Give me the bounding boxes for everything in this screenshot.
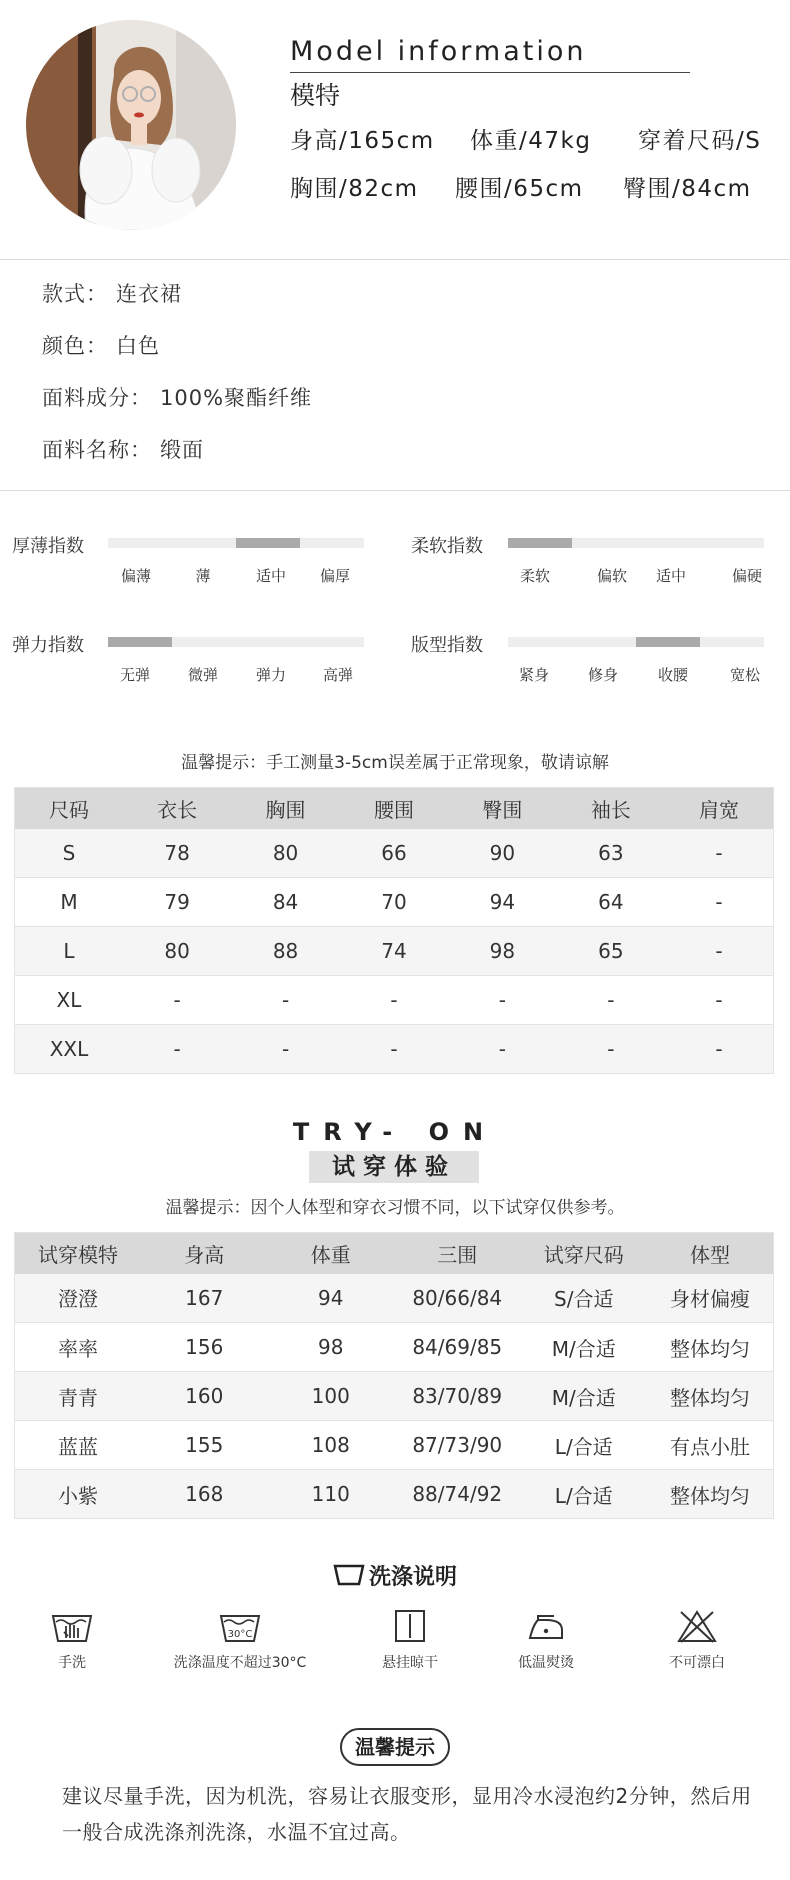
index-option: 适中 [655,567,686,585]
table-row [15,1323,774,1372]
wash-caption: 悬挂晾干 [382,1655,438,1671]
index-label-softness: 柔软指数 [411,536,483,557]
wash-title [0,1560,790,1591]
column-header: 袖长 [557,788,665,829]
table-cell: M/合适 [521,1323,648,1372]
tryon-table [14,1232,774,1519]
column-header: 胸围 [231,788,339,829]
column-header: 试穿模特 [15,1233,142,1274]
index-option: 适中 [255,567,286,585]
table-cell: 80 [231,829,339,878]
wash-caption: 不可漂白 [669,1655,725,1671]
table-row [15,1372,774,1421]
column-header: 身高 [141,1233,268,1274]
heading-underline [290,72,690,73]
table-cell: L [15,927,123,976]
info-label: 颜色： [42,334,108,358]
model-info-section [0,0,790,260]
table-cell: - [123,1025,231,1074]
index-option: 偏软 [596,567,627,585]
index-fill-fit [636,637,700,647]
table-cell: 84 [231,878,339,927]
table-cell: 64 [557,878,665,927]
table-cell: - [665,927,773,976]
table-row [15,1470,774,1519]
table-cell: XXL [15,1025,123,1074]
index-option: 高弹 [322,666,353,684]
table-cell: 100 [268,1372,395,1421]
hang-dry-icon [388,1608,432,1644]
table-cell: 74 [340,927,448,976]
wash-item-hang-dry [368,1608,452,1672]
table-cell: - [557,976,665,1025]
table-cell: - [665,878,773,927]
wash-caption: 低温熨烫 [518,1655,574,1671]
table-cell: - [231,976,339,1025]
table-cell: 110 [268,1470,395,1519]
index-option: 紧身 [518,666,549,684]
wash-item-temperature [160,1608,320,1672]
tryon-note: 温馨提示：因个人体型和穿衣习惯不同，以下试穿仅供参考。 [165,1198,625,1218]
wash-temperature-text: 30°C [227,1629,253,1640]
table-cell: 160 [141,1372,268,1421]
index-label-elasticity: 弹力指数 [12,635,84,656]
table-cell: M [15,878,123,927]
model-weight: 体重/47kg [470,128,592,154]
model-heading: Model information [290,36,587,67]
table-cell: 87/73/90 [394,1421,521,1470]
info-style [42,278,182,308]
table-cell: - [448,1025,556,1074]
index-option: 偏硬 [731,567,762,585]
index-label-thickness: 厚薄指数 [12,536,84,557]
table-cell: 整体均匀 [647,1372,774,1421]
table-cell: - [665,829,773,878]
table-cell: L/合适 [521,1470,648,1519]
wash-temperature-icon [218,1608,262,1644]
info-value: 缎面 [160,438,204,462]
table-cell: 整体均匀 [647,1470,774,1519]
index-option: 宽松 [729,666,760,684]
table-cell: M/合适 [521,1372,648,1421]
table-row [15,927,774,976]
index-track-softness [508,538,764,548]
info-value: 连衣裙 [116,282,182,306]
table-cell: 108 [268,1421,395,1470]
table-cell: 身材偏瘦 [647,1274,774,1323]
tips-badge: 温馨提示 [340,1728,450,1766]
info-color [42,330,160,360]
divider [0,259,790,260]
wash-title-text: 洗涤说明 [368,1565,457,1590]
table-cell: 65 [557,927,665,976]
column-header: 尺码 [15,788,123,829]
table-row [15,976,774,1025]
table-cell: 156 [141,1323,268,1372]
index-label-fit: 版型指数 [411,635,483,656]
info-composition [42,382,312,412]
table-cell: 88/74/92 [394,1470,521,1519]
table-cell: 有点小肚 [647,1421,774,1470]
table-cell: S/合适 [521,1274,648,1323]
no-bleach-icon [675,1608,719,1644]
column-header: 腰围 [340,788,448,829]
table-row [15,1274,774,1323]
index-track-thickness [108,538,364,548]
model-photo [26,20,236,230]
table-cell: 66 [340,829,448,878]
table-cell: 94 [448,878,556,927]
index-option: 薄 [195,567,211,585]
table-cell: 78 [123,829,231,878]
wash-caption: 手洗 [58,1655,86,1671]
info-value: 白色 [116,334,160,358]
info-label: 款式： [42,282,108,306]
table-cell: 88 [231,927,339,976]
table-cell: 整体均匀 [647,1323,774,1372]
table-row [15,1025,774,1074]
index-track-fit [508,637,764,647]
table-cell: - [448,976,556,1025]
table-cell: 98 [268,1323,395,1372]
model-height: 身高/165cm [290,128,435,154]
table-cell: 168 [141,1470,268,1519]
table-cell: 率率 [15,1323,142,1372]
table-cell: - [557,1025,665,1074]
column-header: 试穿尺码 [521,1233,648,1274]
table-cell: 94 [268,1274,395,1323]
index-fill-thickness [236,538,300,548]
table-cell: 90 [448,829,556,878]
wash-basin-icon [333,1563,365,1587]
table-cell: 小紫 [15,1470,142,1519]
table-cell: 83/70/89 [394,1372,521,1421]
index-option: 弹力 [255,666,286,684]
low-iron-icon [524,1608,568,1644]
table-cell: 澄澄 [15,1274,142,1323]
index-option: 偏薄 [120,567,151,585]
table-row [15,1421,774,1470]
model-bust: 胸围/82cm [290,176,419,202]
model-name: 模特 [290,81,341,110]
table-cell: - [665,976,773,1025]
table-cell: L/合适 [521,1421,648,1470]
info-label: 面料成分： [42,386,152,410]
info-fabric [42,434,204,464]
wash-item-no-bleach [655,1608,739,1672]
table-cell: 167 [141,1274,268,1323]
column-header: 三围 [394,1233,521,1274]
tryon-title-cn: 试穿体验 [309,1151,479,1183]
tryon-title-en: TRY- ON [292,1118,498,1146]
table-cell: 80/66/84 [394,1274,521,1323]
wash-caption: 洗涤温度不超过30°C [173,1655,307,1671]
model-size: 穿着尺码/S [638,128,762,154]
size-table [14,787,774,1074]
table-cell: 79 [123,878,231,927]
table-cell: 155 [141,1421,268,1470]
index-option: 微弹 [187,666,218,684]
table-cell: - [340,976,448,1025]
table-cell: XL [15,976,123,1025]
column-header: 肩宽 [665,788,773,829]
index-option: 偏厚 [319,567,350,585]
info-label: 面料名称： [42,438,152,462]
index-option: 柔软 [519,567,550,585]
table-cell: - [123,976,231,1025]
table-row [15,878,774,927]
tryon-table-header [15,1233,774,1274]
wash-item-iron [504,1608,588,1672]
index-option: 无弹 [119,666,150,684]
model-hip: 臀围/84cm [623,176,752,202]
table-cell: - [231,1025,339,1074]
index-fill-elasticity [108,637,172,647]
table-row [15,829,774,878]
column-header: 体型 [647,1233,774,1274]
table-cell: S [15,829,123,878]
table-cell: - [340,1025,448,1074]
tips-text: 建议尽量手洗，因为机洗，容易让衣服变形，显用冷水浸泡约2分钟，然后用一般合成洗涤剂洗涤，水温不宜过高。 [62,1784,752,1844]
table-cell: 青青 [15,1372,142,1421]
column-header: 臀围 [448,788,556,829]
divider [0,490,790,491]
info-value: 100%聚酯纤维 [160,386,313,410]
column-header: 衣长 [123,788,231,829]
column-header: 体重 [268,1233,395,1274]
size-note: 温馨提示：手工测量3-5cm误差属于正常现象，敬请谅解 [181,753,609,773]
table-cell: 70 [340,878,448,927]
index-fill-softness [508,538,572,548]
table-cell: 蓝蓝 [15,1421,142,1470]
wash-item-hand [30,1608,114,1672]
index-option: 收腰 [657,666,688,684]
hand-wash-icon [50,1608,94,1644]
index-option: 修身 [587,666,618,684]
table-cell: 80 [123,927,231,976]
table-cell: 63 [557,829,665,878]
model-waist: 腰围/65cm [455,176,584,202]
table-cell: 84/69/85 [394,1323,521,1372]
table-cell: 98 [448,927,556,976]
index-track-elasticity [108,637,364,647]
size-table-header [15,788,774,829]
table-cell: - [665,1025,773,1074]
